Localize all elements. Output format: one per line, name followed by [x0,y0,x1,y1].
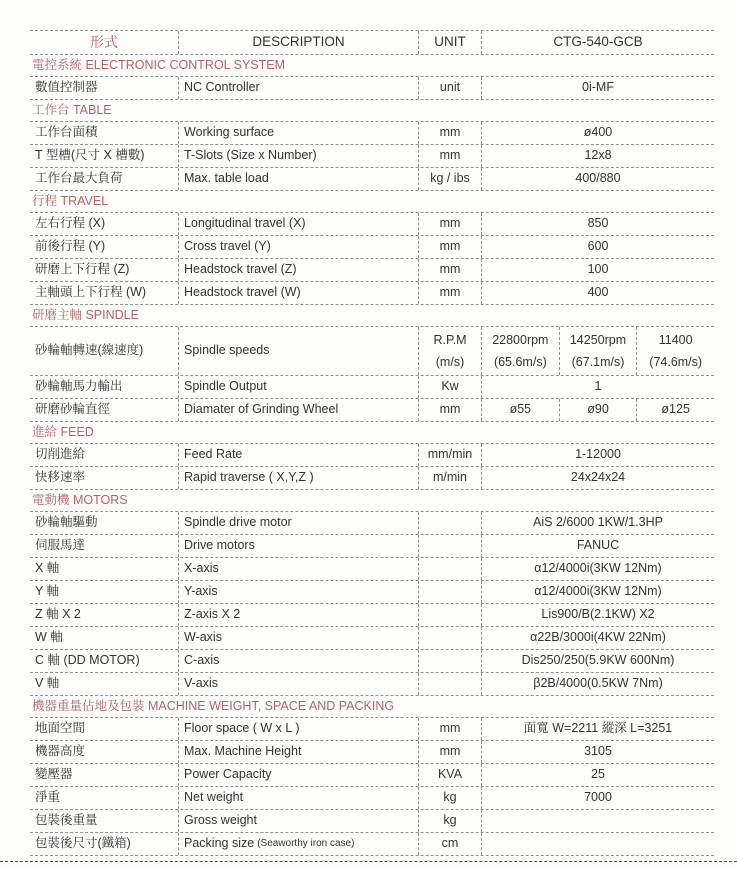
description-text: Floor space ( W x L ) [184,721,300,736]
cell-unit [418,512,481,534]
cell-name-cn: V 軸 [35,676,60,691]
cell-value: 400 [481,282,714,304]
cell-value: 1-12000 [481,444,714,466]
cell-name-cn: 研磨砂輪直徑 [35,402,111,417]
cell-value: Dis250/250(5.9KW 600Nm) [481,650,714,672]
cell-description [178,650,418,672]
table-header-row [30,31,714,55]
cell-description [178,604,418,626]
cell-name-cn: 工作台面積 [35,125,98,140]
cell-description [178,627,418,649]
cell-unit: mm/min [418,444,481,466]
description-text: Longitudinal travel (X) [184,216,306,231]
spec-row [30,810,714,833]
cell-description [178,787,418,809]
section-title: 行程 TRAVEL [32,194,109,208]
cell-description [178,512,418,534]
cell-name-cn: 工作台最大負荷 [35,171,123,186]
description-text: Max. table load [184,171,269,186]
cell-unit: mm [418,282,481,304]
cell-description [178,122,418,144]
cell-sub-value [559,327,637,375]
cell-value: 400/880 [481,168,714,190]
header-unit-label: UNIT [418,31,481,54]
cell-name-cn: 砂輪軸馬力輸出 [35,379,123,394]
value-line: 11400 [658,333,693,348]
section-title: 電動機 MOTORS [32,493,128,507]
cell-description [178,673,418,695]
spec-table [30,30,714,856]
cell-unit: cm [418,833,481,855]
cell-name-cn: 左右行程 (X) [35,216,106,231]
header-description-label: DESCRIPTION [178,31,418,54]
cell-name-cn: 包裝後重量 [35,813,98,828]
cell-name-cn: 前後行程 (Y) [35,239,106,254]
cell-description [178,282,418,304]
description-text: Cross travel (Y) [184,239,271,254]
cell-unit: mm [418,259,481,281]
cell-sub-value [482,327,559,375]
description-text: Headstock travel (Z) [184,262,297,277]
section-row [30,191,714,213]
cell-description [178,810,418,832]
cell-description [178,558,418,580]
spec-row [30,122,714,145]
cell-description [178,145,418,167]
spec-row [30,833,714,856]
description-text: Feed Rate [184,447,243,462]
cell-unit [418,535,481,557]
cell-value: α22B/3000i(4KW 22Nm) [481,627,714,649]
cell-name-cn: W 軸 [35,630,63,645]
description-text: NC Controller [184,80,260,95]
spec-row [30,259,714,282]
cell-name-cn: 切削進給 [35,447,86,462]
cell-description [178,833,418,855]
section-title: 進給 FEED [32,425,94,439]
cell-value [481,810,714,832]
cell-description [178,764,418,786]
description-text: Max. Machine Height [184,744,302,759]
spec-row [30,236,714,259]
spec-row [30,213,714,236]
cell-unit [418,327,481,375]
cell-name-cn: 數值控制器 [35,80,98,95]
cell-value: β2B/4000(0.5KW 7Nm) [481,673,714,695]
cell-description [178,376,418,398]
cell-name-cn: 伺服馬達 [35,538,86,553]
cell-sub-value: ø90 [559,399,637,421]
description-note: (Seaworthy iron case) [257,837,355,849]
cell-name-cn: 主軸頭上下行程 (W) [35,285,147,300]
cell-unit: mm [418,213,481,235]
description-text: Spindle drive motor [184,515,292,530]
cell-value: 12x8 [481,145,714,167]
spec-row [30,604,714,627]
cell-unit: mm [418,236,481,258]
cell-name-cn: 砂輪軸驅動 [35,515,98,530]
unit-line: R.P.M [433,333,467,348]
value-line: 22800rpm [492,333,549,348]
page-bottom-divider [0,861,737,862]
spec-row [30,627,714,650]
header-type-label: 形式 [90,33,118,50]
spec-row [30,282,714,305]
cell-name-cn: 快移速率 [35,470,86,485]
cell-value: 0i-MF [481,77,714,99]
description-text: Z-axis X 2 [184,607,241,622]
cell-value: 850 [481,213,714,235]
cell-description [178,444,418,466]
description-text: C-axis [184,653,220,668]
description-text: Rapid traverse ( X,Y,Z ) [184,470,314,485]
description-text: Y-axis [184,584,218,599]
cell-value: ø400 [481,122,714,144]
cell-unit [418,604,481,626]
cell-unit: kg [418,787,481,809]
cell-value: 600 [481,236,714,258]
description-text: Net weight [184,790,244,805]
spec-row [30,399,714,422]
description-text: W-axis [184,630,222,645]
cell-name-cn: 砂輪軸轉速(線速度) [35,343,144,358]
description-text: Gross weight [184,813,257,828]
cell-description [178,168,418,190]
spec-row [30,512,714,535]
description-text: Power Capacity [184,767,272,782]
cell-unit: mm [418,122,481,144]
cell-unit [418,627,481,649]
description-text: T-Slots (Size x Number) [184,148,317,163]
section-title: 研磨主軸 SPINDLE [32,308,139,322]
cell-value [481,833,714,855]
cell-description [178,259,418,281]
spec-row [30,535,714,558]
cell-value: 100 [481,259,714,281]
cell-name-cn: T 型槽(尺寸 X 槽數) [35,148,145,163]
cell-description [178,741,418,763]
cell-name-cn: 包裝後尺寸(鐵箱) [35,836,131,851]
cell-value: 3105 [481,741,714,763]
value-line: (74.6m/s) [649,354,703,369]
section-title: 工作台 TABLE [32,103,112,117]
cell-unit: mm [418,145,481,167]
cell-value: FANUC [481,535,714,557]
cell-unit [418,558,481,580]
spec-row [30,168,714,191]
spec-row [30,764,714,787]
cell-unit: mm [418,741,481,763]
cell-description [178,718,418,740]
cell-value: 1 [481,376,714,398]
cell-name-cn: 變壓器 [35,767,73,782]
cell-name-cn: C 軸 (DD MOTOR) [35,653,140,668]
description-text: Spindle Output [184,379,267,394]
spec-row [30,650,714,673]
spec-row [30,558,714,581]
cell-unit [418,673,481,695]
value-line: 14250rpm [569,333,627,348]
description-text: X-axis [184,561,219,576]
cell-value: 24x24x24 [481,467,714,489]
cell-name-cn: Y 軸 [35,584,60,599]
cell-sub-value: ø125 [636,399,714,421]
cell-value: 25 [481,764,714,786]
cell-unit: Kw [418,376,481,398]
section-row [30,490,714,512]
cell-name-cn: 機器高度 [35,744,86,759]
cell-unit: m/min [418,467,481,489]
cell-value-group [481,327,714,375]
value-line: (65.6m/s) [493,354,547,369]
cell-name-cn: Z 軸 X 2 [35,607,81,622]
cell-value: AiS 2/6000 1KW/1.3HP [481,512,714,534]
cell-description [178,327,418,375]
description-text: Packing size [184,836,255,851]
description-text: Spindle speeds [184,343,270,358]
spec-row [30,718,714,741]
spec-row [30,467,714,490]
section-row [30,100,714,122]
cell-unit [418,650,481,672]
cell-description [178,467,418,489]
spec-row [30,787,714,810]
spec-row [30,145,714,168]
cell-name-cn: X 軸 [35,561,60,576]
cell-name-cn: 淨重 [35,790,61,805]
description-text: V-axis [184,676,219,691]
cell-name-cn: 地面空間 [35,721,86,736]
cell-value: α12/4000i(3KW 12Nm) [481,558,714,580]
cell-value: α12/4000i(3KW 12Nm) [481,581,714,603]
cell-value: 7000 [481,787,714,809]
cell-description [178,581,418,603]
spec-row [30,741,714,764]
unit-line: (m/s) [435,354,465,369]
section-title: 機器重量佔地及包裝 MACHINE WEIGHT, SPACE AND PACKING [32,699,395,713]
section-row [30,55,714,77]
section-row [30,422,714,444]
cell-name-cn: 研磨上下行程 (Z) [35,262,130,277]
cell-unit: kg / ibs [418,168,481,190]
cell-sub-value: ø55 [509,402,532,417]
spec-row [30,444,714,467]
cell-description [178,399,418,421]
spec-row [30,327,714,376]
spec-row [30,581,714,604]
description-text: Working surface [184,125,275,140]
header-model-label: CTG-540-GCB [481,31,714,54]
section-row [30,696,714,718]
cell-unit: mm [418,718,481,740]
description-text: Headstock travel (W) [184,285,301,300]
cell-description [178,236,418,258]
cell-value-group [481,399,714,421]
spec-row [30,673,714,696]
cell-description [178,213,418,235]
cell-unit [418,581,481,603]
cell-unit: KVA [418,764,481,786]
cell-value: Lis900/B(2.1KW) X2 [481,604,714,626]
cell-unit: mm [418,399,481,421]
cell-value: 面寬 W=2211 縱深 L=3251 [481,718,714,740]
section-row [30,305,714,327]
spec-row [30,376,714,399]
table-body [30,55,714,856]
description-text: Drive motors [184,538,255,553]
cell-unit: kg [418,810,481,832]
section-title: 電控系統 ELECTRONIC CONTROL SYSTEM [32,58,286,72]
spec-row [30,77,714,100]
cell-description [178,535,418,557]
cell-description [178,77,418,99]
description-text: Diamater of Grinding Wheel [184,402,339,417]
value-line: (67.1m/s) [571,354,625,369]
cell-sub-value [636,327,714,375]
cell-unit: unit [418,77,481,99]
